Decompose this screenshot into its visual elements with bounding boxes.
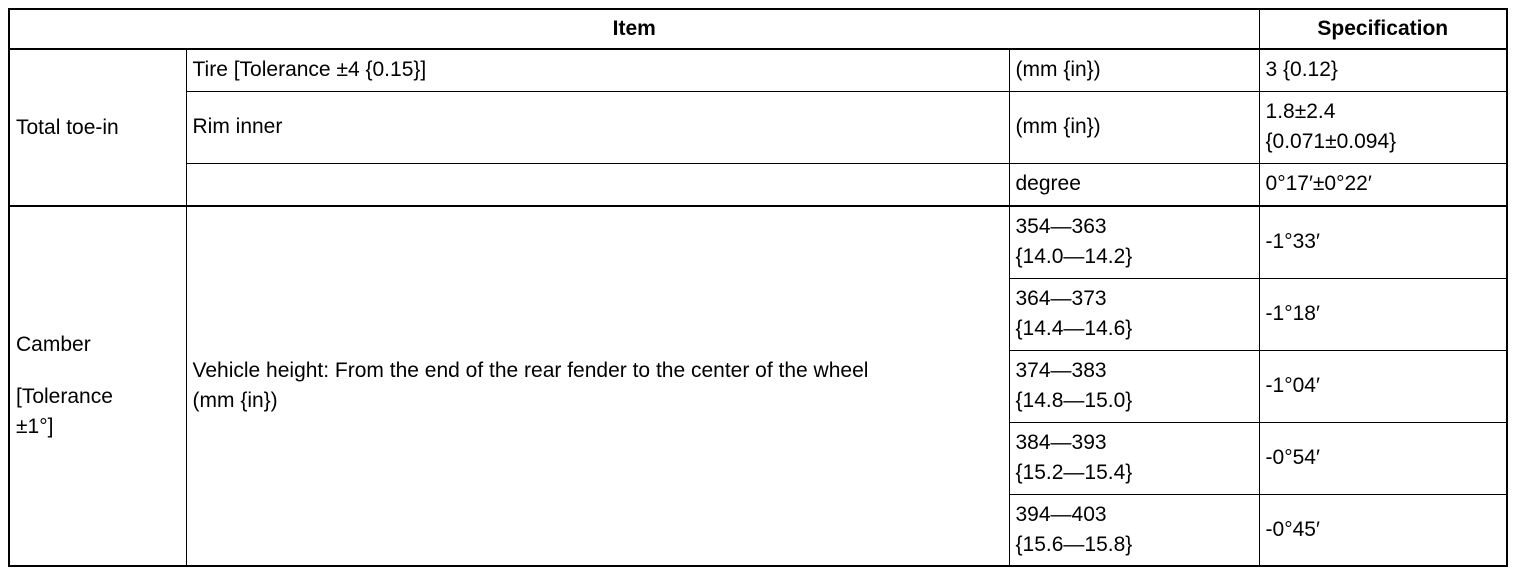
spec-cell: -0°45′: [1259, 494, 1507, 566]
item-cell: [186, 163, 1009, 206]
spec-cell: -1°33′: [1259, 206, 1507, 278]
range-cell: [1009, 278, 1259, 350]
table-row: [9, 91, 1507, 163]
specification-header: Specification: [1259, 9, 1507, 49]
spec-cell: -1°18′: [1259, 278, 1507, 350]
range-line: 384—393: [1015, 431, 1107, 454]
table-row: [9, 206, 1507, 278]
range-line: 394—403: [1015, 502, 1107, 526]
spec-cell: 3 {0.12}: [1259, 49, 1507, 91]
range-line: {15.2—15.4}: [1015, 461, 1133, 484]
spec-cell: 0°17′±0°22′: [1259, 163, 1507, 206]
alignment-spec-table: [8, 8, 1508, 567]
total-toe-in-label: Total toe-in: [9, 49, 186, 206]
range-line: 364—373: [1015, 287, 1107, 310]
spec-cell: -1°04′: [1259, 350, 1507, 422]
unit-cell: degree: [1009, 163, 1259, 206]
item-cell: Rim inner: [186, 91, 1009, 163]
range-cell: [1009, 206, 1259, 278]
range-cell: [1009, 494, 1259, 566]
item-header: Item: [9, 9, 1259, 49]
unit-cell: (mm {in}): [1009, 91, 1259, 163]
camber-label-line: [Tolerance: [16, 385, 113, 408]
table-row: [9, 49, 1507, 91]
range-line: {14.0—14.2}: [1015, 245, 1133, 269]
range-line: {15.6—15.8}: [1015, 532, 1133, 556]
spec-cell: -0°54′: [1259, 422, 1507, 494]
range-line: {14.8—15.0}: [1015, 389, 1133, 412]
camber-label-line: ±1°]: [16, 415, 54, 438]
vehicle-height-item: [186, 206, 1009, 566]
item-line: (mm {in}): [192, 389, 278, 412]
spec-line: {0.071±0.094}: [1265, 130, 1397, 153]
item-line: Vehicle height: From the end of the rear fender to the center of the wheel: [192, 359, 869, 382]
unit-cell: (mm {in}): [1009, 49, 1259, 91]
range-line: 354—363: [1015, 215, 1107, 239]
camber-label-line: Camber: [16, 333, 91, 356]
range-cell: [1009, 422, 1259, 494]
spec-cell: [1259, 91, 1507, 163]
table-row: [9, 163, 1507, 206]
item-cell: Tire [Tolerance ±4 {0.15}]: [186, 49, 1009, 91]
range-line: {14.4—14.6}: [1015, 317, 1133, 340]
camber-label: [9, 206, 186, 566]
range-line: 374—383: [1015, 359, 1107, 382]
range-cell: [1009, 350, 1259, 422]
header-row: [9, 9, 1507, 49]
spec-line: 1.8±2.4: [1265, 100, 1336, 123]
